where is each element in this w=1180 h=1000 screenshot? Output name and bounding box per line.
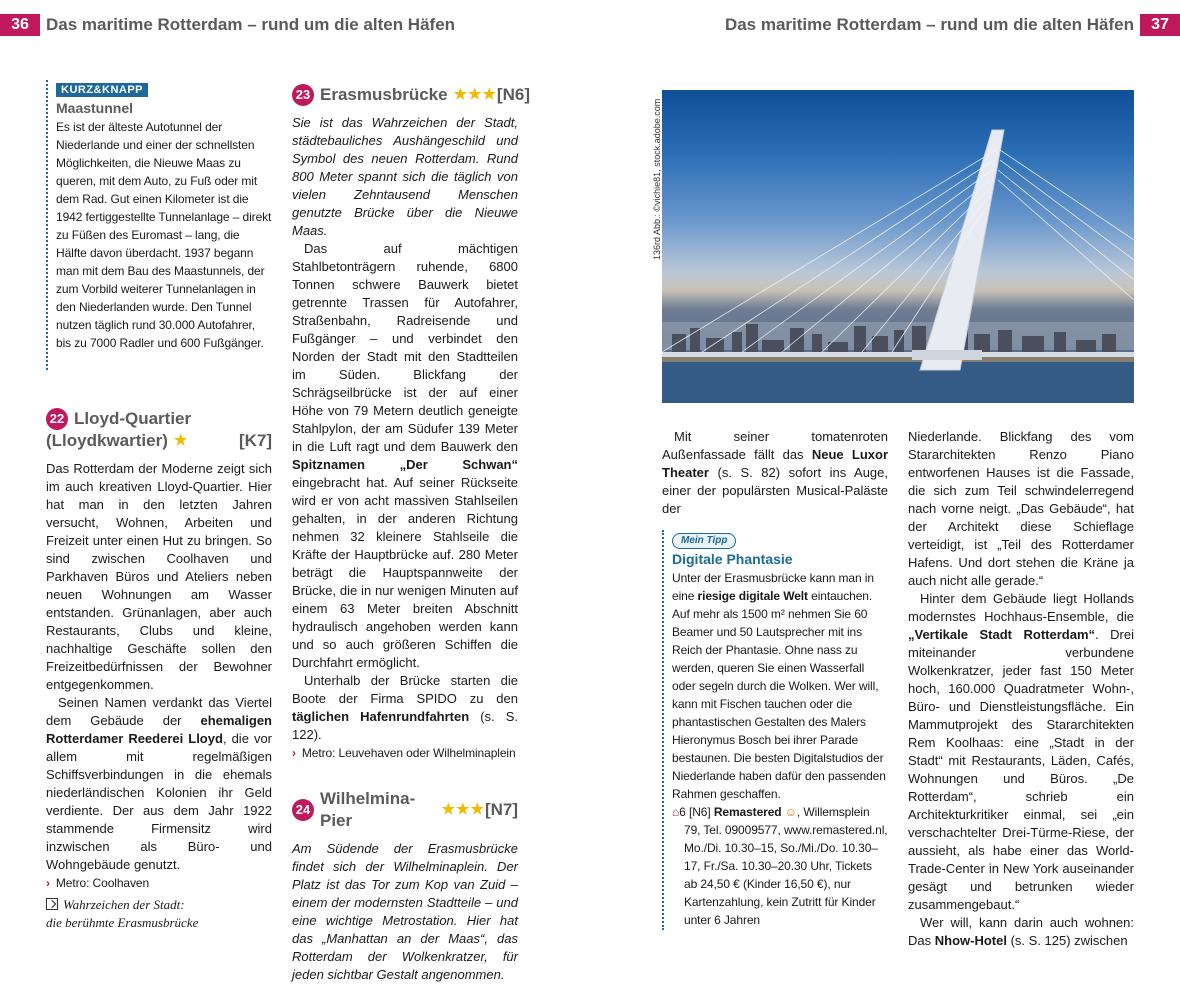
right-paragraph-3: Wer will, kann darin auch wohnen: Das Nhow-Hotel (s. S. 125) zwischen (908, 915, 1134, 948)
lloyd-heading-line2 (46, 430, 272, 452)
child-friendly-icon: ☺ (784, 805, 797, 819)
mein-tipp-badge: Mein Tipp (672, 533, 736, 549)
erasmus-intro: Sie ist das Wahrzeichen der Stadt, städtebauliches Aushängeschild und Symbol des neuen Rotterdam. Rund 800 Meter spannt sich die täglich von vielen Zehntausend Menschen genutzte Brücke über die Nieuwe Maas. (292, 115, 518, 238)
photo-caption: Wahrzeichen der Stadt: die berühmte Erasmusbrücke (46, 897, 199, 930)
sight-number-badge: 23 (292, 84, 314, 106)
photo-credit: 136rd Abb.: ©vichie81, stock.adobe.com (652, 98, 662, 260)
lloyd-title: Lloyd-Quartier (74, 409, 192, 428)
chevron-right-icon: › (292, 746, 296, 760)
erasmus-metro: › Metro: Leuvehaven oder Wilhelminaplein (292, 746, 516, 760)
wilhelmina-title: Wilhelmina-Pier (320, 789, 416, 830)
lloyd-paragraph-1: Das Rotterdam der Moderne zeigt sich im auch kreativen Lloyd-Quartier. Hier hat man in den letzten Jahren versucht, Wohnen, Arbeiten und Freizeit unter einen Hut zu bringen. So sind zwischen Coolhaven und Parkhaven Büros und Ateliers neben neuen Wohnungen am Wasser entstanden. Grünanlagen, aber auch Restaurants, Clubs und kleine, nachhaltige Geschäfte sollen den Freizeitbedürfnissen der Bewohner entgegenkommen. (46, 461, 272, 692)
page-number-right: 37 (1140, 14, 1180, 36)
mein-tipp-title: Digitale Phantasie (672, 551, 793, 567)
wilhelmina-heading (292, 788, 518, 832)
right-paragraph-2: Hinter dem Gebäude liegt Hollands modernstes Hochhaus-Ensemble, die „Vertikale Stadt Rotterdam“. Drei miteinander verbundene Wolkenkratzer, jeder fast 150 Meter hoch, 160.000 Quadratmeter Wohn-, Büro- und Dienstleistungsfläche. Ein Mammutprojekt des Stararchitekten Rem Koolhaas: eine „Stadt in der Stadt“ mit Restaurants, Läden, Cafés, Wohnungen und Büros. „De Rotterdam“, schrieb ein Architekturkritiker einmal, sei „ein verschachtelter Drei-Türme-Riese, der aussieht, als habe einer das World-Trade-Center in New York auseinander gesägt und betrunken wieder zusammengebaut.“ (908, 591, 1134, 912)
chevron-right-icon: › (46, 876, 50, 890)
mein-tipp-box (662, 530, 888, 930)
star-rating-icon: ★★★ (441, 801, 485, 818)
museum-icon: ⌂ (672, 805, 680, 819)
sight-number-badge: 24 (292, 799, 314, 821)
right-paragraph-1: Niederlande. Blickfang des vom Stararchitekten Renzo Piano entworfenen Hauses ist die Fassade, die sich zum Teil schwindelerregend nach vorne neigt. „Das Gebäude“, hat der Architekt diese Schieflage verteidigt, ist „Teil des Rotterdamer Hafens. Und dort stehen die Kräne ja auch nicht alle gerade.“ (908, 429, 1134, 588)
caption-arrow-icon (46, 898, 58, 910)
erasmus-paragraph-1: Das auf mächtigen Stahlbetonträgern ruhende, 6800 Tonnen schwere Bauwerk bietet getrennte Trassen für Autofahrer, Straßenbahn, Radreisende und Fußgänger – und verbindet den Norden der Stadt mit den Stadtteilen im Süden. Blickfang der Schrägseilbrücke ist der auf einer Höhe von 79 Metern deutlich geneigte Stahlpylon, der am Südufer 139 Meter in die Luft ragt und dem Bauwerk den Spitznamen „Der Schwan“ eingebracht hat. Auf seiner Rückseite wird er von acht massiven Stahlseilen gehalten, in der anderen Richtung nehmen 32 kleinere Stahlseile die Kräfte der Hauptbrücke auf. 280 Meter beträgt die Hauptspannweite der Brücke, die in nur wenigen Minuten auf einem 63 Meter breiten Abschnitt hydraulisch angehoben werden kann und so auch größeren Schiffen die Durchfahrt ermöglicht. (292, 241, 518, 670)
lloyd-metro: › Metro: Coolhaven (46, 876, 150, 890)
luxor-paragraph: Mit seiner tomatenroten Außenfassade fällt das Neue Luxor Theater (s. S. 82) sofort ins Auge, einer der populärsten Musical-Paläste der (662, 429, 888, 516)
right-column (908, 428, 1134, 950)
page-number-left: 36 (0, 14, 40, 36)
map-grid-ref: [N6] (496, 85, 530, 104)
running-head-right: Das maritime Rotterdam – rund um die alten Häfen (724, 15, 1134, 34)
erasmus-title: Erasmusbrücke (320, 85, 448, 104)
kurz-knapp-text: Es ist der älteste Autotunnel der Niederlande und einer der schnellsten Möglichkeiten, die Nieuwe Maas zu queren, mit dem Auto, zu Fuß oder mit dem Rad. Gut einen Kilometer ist die 1942 fertiggestellte Tunnelanlage – direkt zu Füßen des Euromast – lang, die Hälfte davon überdacht. 1937 begann man mit dem Bau des Maastunnels, der zum Vorbild weiterer Tunnelanlagen in den Niederlanden wurde. Den Tunnel nutzen täglich rund 30.000 Autofahrer, bis zu 7000 Radler und 600 Fußgänger. (56, 120, 272, 350)
running-head-left: Das maritime Rotterdam – rund um die alten Häfen (46, 15, 456, 34)
lloyd-heading (46, 408, 272, 430)
erasmus-section (292, 84, 530, 984)
mein-tipp-entry: ⌂6 [N6] Remastered ☺, Willemsplein 79, Tel. 09009577, www.remastered.nl, Mo./Di. 10.30–15, So./Mi./Do. 10.30–17, Fr./Sa. 10.30–20.30 Uhr, Tickets ab 24,50 € (Kinder 16,50 €), nur Kartenzahlung, kein Zutritt für Kinder unter 6 Jahren (672, 805, 888, 927)
map-grid-ref: [N7] (484, 800, 518, 819)
map-grid-ref: [K7] (238, 431, 272, 450)
mein-tipp-text: Unter der Erasmusbrücke kann man in eine riesige digitale Welt eintauchen. Auf mehr als 1500 m² nehmen Sie 60 Beamer und 50 Lautsprecher mit ins Reich der Phantasie. Ohne nass zu werden, queren Sie einen Wasserfall oder segeln durch die Wolken. Wer will, kann mit Fischen tauchen oder die phantastischen Gestalten des Malers Hieronymus Bosch bei ihrer Parade bestaunen. Die besten Digitalstudios der Niederlande haben dafür den passenden Rahmen geschaffen. (672, 571, 886, 801)
sight-number-badge: 22 (46, 408, 68, 430)
erasmus-paragraph-2: Unterhalb der Brücke starten die Boote der Firma SPIDO zu den täglichen Hafenrundfahrten (s. S. 122). (292, 673, 518, 742)
erasmus-heading (292, 84, 530, 106)
erasmus-bridge-photo (662, 90, 1134, 403)
kurz-knapp-title: Maastunnel (56, 100, 134, 116)
star-rating-icon: ★★★ (453, 86, 497, 103)
lloyd-paragraph-2: Seinen Namen verdankt das Viertel dem Gebäude der ehemaligen Rotterdamer Reederei Lloyd, die vor allem mit regelmäßigen Schiffsverbindungen in die ehemals niederländischen Kolonien ihr Geld verdiente. Der aus dem Jahr 1922 stammende Firmensitz wird inzwischen als Büro- und Wohngebäude genutzt. (46, 695, 273, 872)
lloyd-subtitle: (Lloydkwartier) (46, 431, 168, 450)
wilhelmina-intro: Am Südende der Erasmusbrücke findet sich der Wilhelminaplein. Der Platz ist das Tor zum Kop van Zuid – einem der modernsten Stadtteile – und eine wichtige Metrostation. Hier hat das „Manhattan an der Maas“, das Rotterdam der Wolkenkratzer, für jeden sichtbar Gestalt angenommen. (292, 841, 518, 982)
star-rating-icon: ★ (173, 432, 189, 449)
kurz-knapp-badge: KURZ&KNAPP (56, 83, 148, 97)
kurz-knapp-box (46, 80, 272, 370)
lloyd-section (46, 408, 272, 892)
bridge-illustration (662, 90, 1134, 403)
